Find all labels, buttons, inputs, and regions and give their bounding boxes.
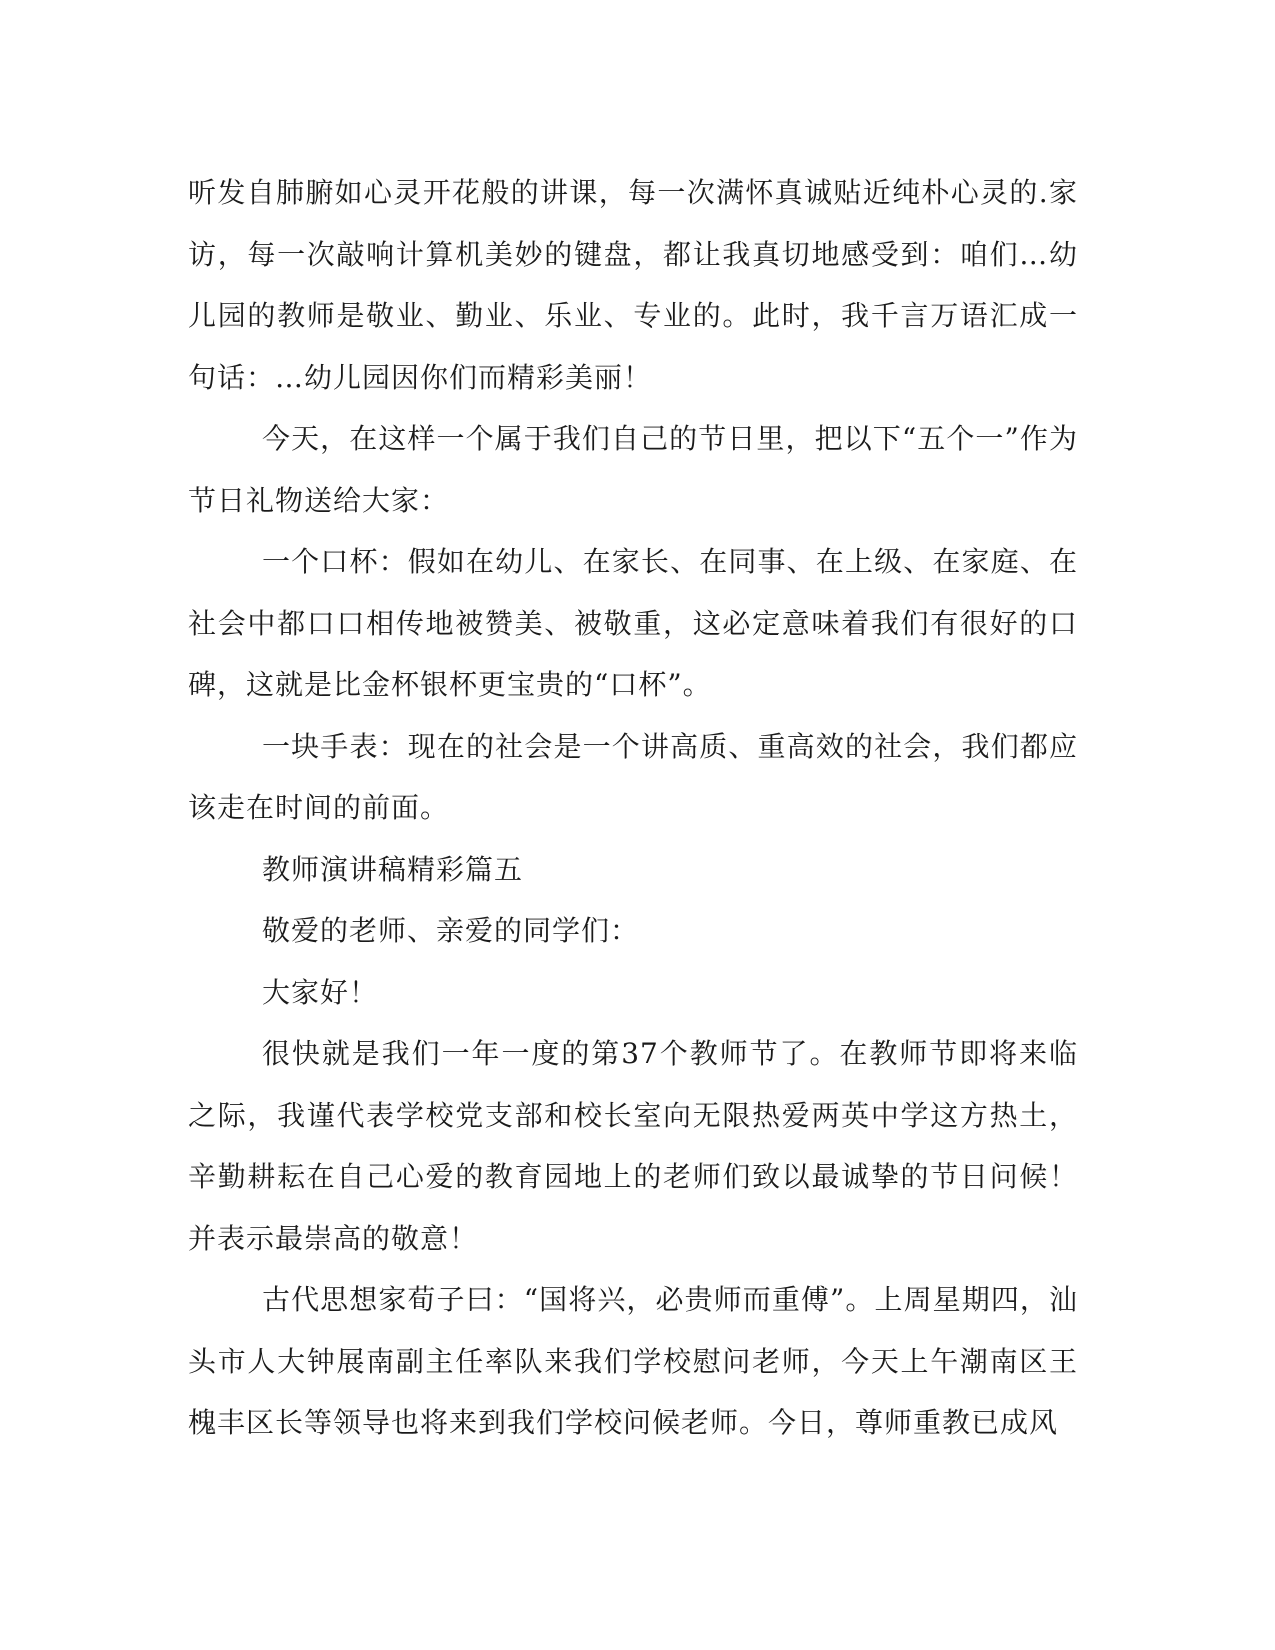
- paragraph-8: 很快就是我们一年一度的第37个教师节了。在教师节即将来临之际，我谨代表学校党支部和校长室向无限热爱两英中学这方热土，辛勤耕耘在自己心爱的教育园地上的老师们致以最诚挚的节日问候！并表示最崇高的敬意！: [188, 1037, 1078, 1255]
- paragraph-2: 今天，在这样一个属于我们自己的节日里，把以下“五个一”作为节日礼物送给大家：: [188, 422, 1078, 517]
- paragraph-1: 听发自肺腑如心灵开花般的讲课，每一次满怀真诚贴近纯朴心灵的.家访，每一次敲响计算机美妙的键盘，都让我真切地感受到：咱们…幼儿园的教师是敬业、勤业、乐业、专业的。此时，我千言万语汇成一句话：…幼儿园因你们而精彩美丽！: [188, 176, 1078, 394]
- paragraph-3: 一个口杯：假如在幼儿、在家长、在同事、在上级、在家庭、在社会中都口口相传地被赞美、被敬重，这必定意味着我们有很好的口碑，这就是比金杯银杯更宝贵的“口杯”。: [188, 545, 1078, 701]
- greeting: 大家好！: [262, 975, 379, 1009]
- paragraph-4: 一块手表：现在的社会是一个讲高质、重高效的社会，我们都应该走在时间的前面。: [188, 729, 1078, 824]
- document-body: [188, 162, 1078, 1454]
- section-heading: 教师演讲稿精彩篇五: [262, 852, 524, 886]
- salutation: 敬爱的老师、亲爱的同学们：: [262, 914, 640, 947]
- paragraph-9: 古代思想家荀子曰：“国将兴，必贵师而重傅”。上周星期四，汕头市人大钟展南副主任率队来我们学校慰问老师，今天上午潮南区王槐丰区长等领导也将来到我们学校问候老师。今日，尊师重教已成风: [188, 1283, 1078, 1439]
